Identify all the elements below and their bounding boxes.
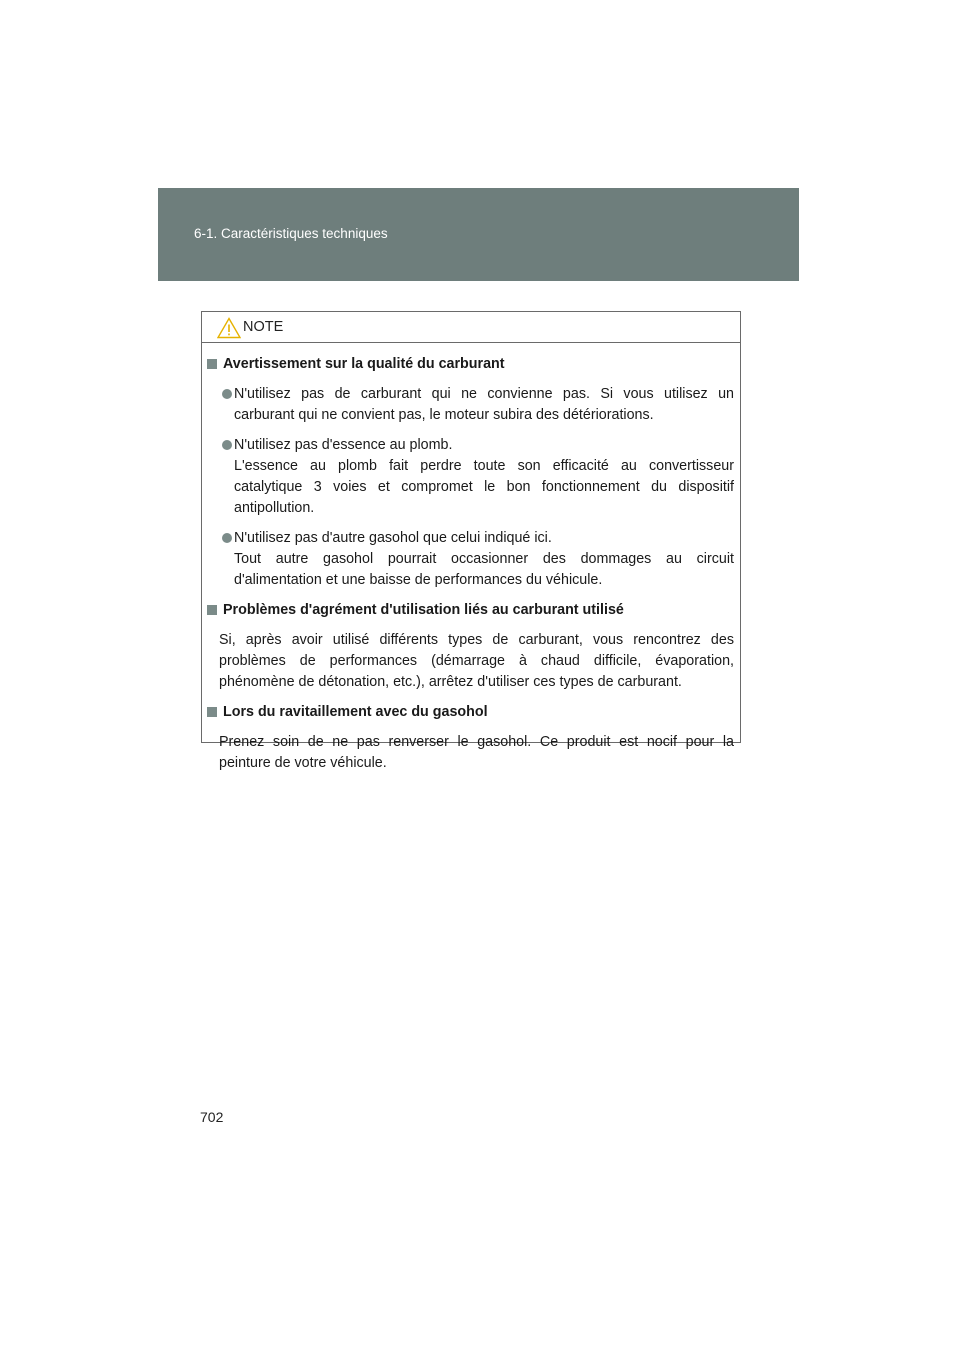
note-label: NOTE [243,319,284,335]
note-box [201,311,741,771]
text-line: N'utilisez pas d'autre gasohol que celui indiqué ici. [234,530,552,546]
text-line: antipollution. [234,500,315,516]
text-line: problèmes de performances (démarrage à chaud difficile, évaporation, [219,653,734,669]
text-line: Si, après avoir utilisé différents types de carburant, vous rencontrez des [219,632,734,648]
section-heading [202,354,734,375]
section-heading-text: Problèmes d'agrément d'utilisation liés au carburant utilisé [223,602,624,618]
section-title: 6-1. Caractéristiques techniques [194,226,388,241]
square-bullet-icon [207,605,217,615]
list-item [202,435,734,519]
list-item [202,384,734,426]
section-heading [202,600,734,621]
round-bullet-icon [222,533,232,543]
note-header [202,312,740,343]
list-item [202,528,734,591]
text-line: phénomène de détonation, etc.), arrêtez d'utiliser ces types de carburant. [219,674,682,690]
section-heading-text: Lors du ravitaillement avec du gasohol [223,704,488,720]
text-line: catalytique 3 voies et compromet le bon fonctionnement du dispositif [234,479,734,495]
section-paragraph [202,732,734,774]
text-line: d'alimentation et une baisse de performances du véhicule. [234,572,603,588]
page-number: 702 [200,1109,224,1125]
round-bullet-icon [222,389,232,399]
text-line: Tout autre gasohol pourrait occasionner des dommages au circuit [234,551,734,567]
round-bullet-icon [222,440,232,450]
text-line: N'utilisez pas de carburant qui ne convienne pas. Si vous utilisez un [234,386,734,402]
section-header-bar [158,188,799,281]
text-line: peinture de votre véhicule. [219,755,387,771]
text-line: N'utilisez pas d'essence au plomb. [234,437,453,453]
warning-triangle-icon [217,317,241,339]
section-heading [202,702,734,723]
section-heading-text: Avertissement sur la qualité du carburant [223,356,505,372]
text-line: Prenez soin de ne pas renverser le gasohol. Ce produit est nocif pour la [219,734,734,750]
text-line: carburant qui ne convient pas, le moteur subira des détériorations. [234,407,654,423]
square-bullet-icon [207,707,217,717]
section-paragraph [202,630,734,693]
note-body [202,343,740,774]
text-line: L'essence au plomb fait perdre toute son efficacité au convertisseur [234,458,734,474]
square-bullet-icon [207,359,217,369]
